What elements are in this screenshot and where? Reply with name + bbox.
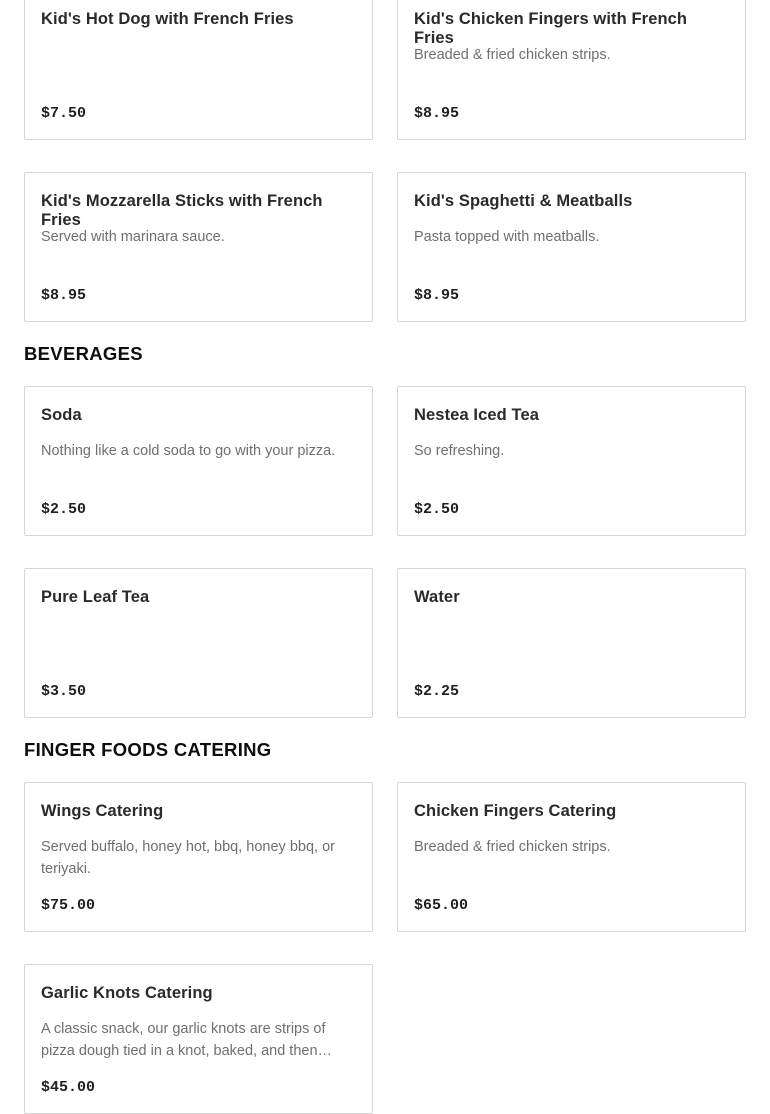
section-title-beverages: BEVERAGES xyxy=(24,343,143,364)
menu-item-card[interactable] xyxy=(397,386,746,536)
menu-item-card[interactable] xyxy=(397,782,746,932)
item-name: Chicken Fingers Catering xyxy=(414,802,617,820)
item-description: Pasta topped with meatballs. xyxy=(414,229,600,245)
menu-item-card[interactable] xyxy=(24,568,373,718)
item-description: Nothing like a cold soda to go with your pizza. xyxy=(41,443,336,459)
beverages-grid xyxy=(24,386,746,718)
item-description: Served with marinara sauce. xyxy=(41,229,225,245)
item-price: $65.00 xyxy=(414,897,469,914)
menu-item-card[interactable] xyxy=(397,172,746,322)
item-name: Kid's Mozzarella Sticks with French Fries xyxy=(41,192,323,229)
item-price: $2.50 xyxy=(41,501,87,518)
item-price: $75.00 xyxy=(41,897,96,914)
item-price: $2.25 xyxy=(414,683,460,700)
finger-foods-grid xyxy=(24,782,746,1114)
item-description: Breaded & fried chicken strips. xyxy=(414,47,611,63)
menu-item-card[interactable] xyxy=(24,0,373,140)
menu-item-card[interactable] xyxy=(397,568,746,718)
item-name: Kid's Spaghetti & Meatballs xyxy=(414,192,633,210)
item-price: $7.50 xyxy=(41,105,87,122)
menu-item-card[interactable] xyxy=(24,386,373,536)
item-name: Wings Catering xyxy=(41,802,164,820)
item-description: Breaded & fried chicken strips. xyxy=(414,839,611,855)
item-price: $8.95 xyxy=(41,287,87,304)
item-price: $3.50 xyxy=(41,683,87,700)
menu-item-card[interactable] xyxy=(24,172,373,322)
item-description: Served buffalo, honey hot, bbq, honey bbq, or teriyaki. xyxy=(41,839,335,877)
item-description: So refreshing. xyxy=(414,443,505,459)
menu-item-card[interactable] xyxy=(397,0,746,140)
item-description: A classic snack, our garlic knots are strips of pizza dough tied in a knot, baked, and then… xyxy=(41,1021,333,1059)
item-price: $8.95 xyxy=(414,287,460,304)
item-name: Nestea Iced Tea xyxy=(414,406,540,424)
section-title-finger-foods: FINGER FOODS CATERING xyxy=(24,739,272,760)
menu-item-card[interactable] xyxy=(24,964,373,1114)
item-price: $45.00 xyxy=(41,1079,96,1096)
item-name: Kid's Hot Dog with French Fries xyxy=(41,10,294,28)
item-name: Soda xyxy=(41,406,82,424)
kids-menu-grid xyxy=(24,0,746,322)
item-name: Kid's Chicken Fingers with French Fries xyxy=(414,10,688,47)
menu-page xyxy=(24,0,746,1114)
menu-item-card[interactable] xyxy=(24,782,373,932)
item-name: Pure Leaf Tea xyxy=(41,588,150,606)
item-name: Water xyxy=(414,588,460,606)
item-price: $2.50 xyxy=(414,501,460,518)
item-price: $8.95 xyxy=(414,105,460,122)
item-name: Garlic Knots Catering xyxy=(41,984,213,1002)
